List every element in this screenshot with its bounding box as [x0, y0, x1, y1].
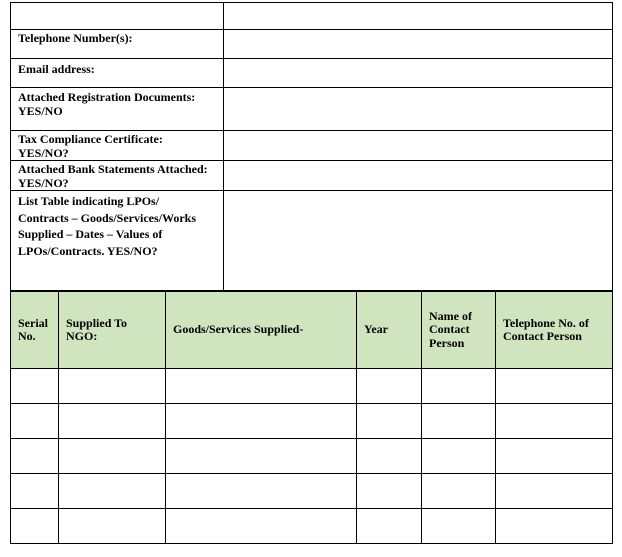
column-header-goods: Goods/Services Supplied- [166, 291, 357, 369]
form-row-blank [11, 3, 613, 30]
ngo-cell[interactable] [59, 369, 166, 404]
phone-cell[interactable] [496, 439, 613, 474]
tax-compliance-label: Tax Compliance Certificate: YES/NO? [11, 131, 224, 161]
supplier-info-form [10, 2, 613, 293]
form-field-blank[interactable] [224, 3, 613, 30]
lpo-table-field[interactable] [224, 191, 613, 293]
ngo-cell[interactable] [59, 439, 166, 474]
table-row [11, 474, 613, 509]
table-row [11, 369, 613, 404]
ngo-cell[interactable] [59, 474, 166, 509]
email-field[interactable] [224, 59, 613, 88]
form-row-registration-docs [11, 88, 613, 131]
table-header-row [11, 291, 613, 369]
column-header-contact-phone: Telephone No. of Contact Person [496, 291, 613, 369]
phone-cell[interactable] [496, 404, 613, 439]
table-row [11, 509, 613, 544]
serial-cell[interactable] [11, 474, 59, 509]
form-row-email [11, 59, 613, 88]
form-row-tax-compliance [11, 131, 613, 161]
phone-cell[interactable] [496, 369, 613, 404]
serial-cell[interactable] [11, 404, 59, 439]
telephone-label: Telephone Number(s): [11, 30, 224, 59]
ngo-cell[interactable] [59, 509, 166, 544]
lpo-table-label: List Table indicating LPOs/ Contracts – Goods/Services/Works Supplied – Dates – Values of LPOs/Contracts. YES/NO? [11, 191, 224, 293]
phone-cell[interactable] [496, 474, 613, 509]
bank-statements-label: Attached Bank Statements Attached: YES/NO? [11, 161, 224, 191]
table-row [11, 439, 613, 474]
registration-docs-label: Attached Registration Documents: YES/NO [11, 88, 224, 131]
serial-cell[interactable] [11, 369, 59, 404]
column-header-ngo: Supplied To NGO: [59, 291, 166, 369]
column-header-contact-person: Name of Contact Person [422, 291, 496, 369]
contact-cell[interactable] [422, 369, 496, 404]
contact-cell[interactable] [422, 474, 496, 509]
form-row-bank-statements [11, 161, 613, 191]
column-header-serial: Serial No. [11, 291, 59, 369]
contact-cell[interactable] [422, 509, 496, 544]
contact-cell[interactable] [422, 439, 496, 474]
goods-cell[interactable] [166, 369, 357, 404]
contact-cell[interactable] [422, 404, 496, 439]
year-cell[interactable] [357, 369, 422, 404]
supply-history-table [10, 290, 613, 544]
goods-cell[interactable] [166, 509, 357, 544]
registration-docs-field[interactable] [224, 88, 613, 131]
table-row [11, 404, 613, 439]
year-cell[interactable] [357, 439, 422, 474]
tax-compliance-field[interactable] [224, 131, 613, 161]
column-header-year: Year [357, 291, 422, 369]
year-cell[interactable] [357, 509, 422, 544]
form-row-telephone [11, 30, 613, 59]
form-label-blank [11, 3, 224, 30]
email-label: Email address: [11, 59, 224, 88]
serial-cell[interactable] [11, 439, 59, 474]
year-cell[interactable] [357, 474, 422, 509]
goods-cell[interactable] [166, 404, 357, 439]
bank-statements-field[interactable] [224, 161, 613, 191]
serial-cell[interactable] [11, 509, 59, 544]
telephone-field[interactable] [224, 30, 613, 59]
ngo-cell[interactable] [59, 404, 166, 439]
goods-cell[interactable] [166, 439, 357, 474]
phone-cell[interactable] [496, 509, 613, 544]
form-row-lpo-table [11, 191, 613, 293]
goods-cell[interactable] [166, 474, 357, 509]
year-cell[interactable] [357, 404, 422, 439]
